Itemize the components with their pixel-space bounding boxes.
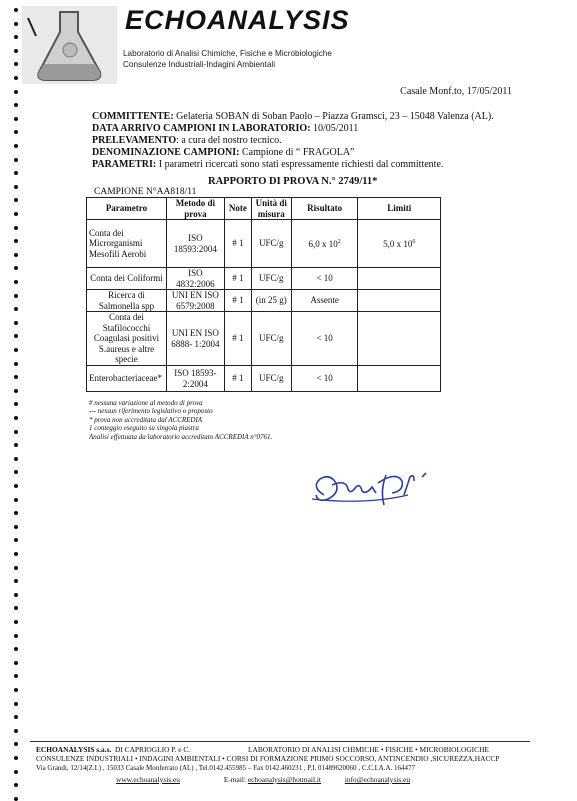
- table-row: [87, 268, 441, 290]
- cell-note-text: # 1: [232, 273, 244, 284]
- cell-unita: [251, 366, 291, 392]
- note-line: Analisi effettuata da laboratorio accreditato ACCREDIA n°0761.: [89, 432, 273, 441]
- table-header-row: [87, 198, 441, 220]
- col-header: Metodo di prova: [166, 198, 224, 220]
- place-date: Casale Monf.to, 17/05/2011: [400, 86, 512, 97]
- binding-hole: [14, 62, 18, 66]
- binding-hole: [14, 185, 18, 189]
- cell-note: [224, 220, 251, 268]
- note-line: 1 conteggio eseguito su singola piastra: [89, 424, 199, 433]
- footer-line-1: [36, 745, 489, 754]
- cell-unita: [251, 220, 291, 268]
- cell-metodo-text: UNI EN ISO 6888- 1:2004: [171, 328, 220, 349]
- binding-hole: [14, 756, 18, 760]
- binding-hole: [14, 144, 18, 148]
- binding-hole: [14, 402, 18, 406]
- cell-parametro-text: Conta dei Coliformi: [90, 273, 163, 284]
- cell-parametro: [87, 312, 167, 366]
- binding-hole: [14, 158, 18, 162]
- cell-metodo-text: ISO 4832:2006: [176, 268, 215, 289]
- cell-parametro-text: Conta dei Microrganismi Mesofili Aerobi: [89, 227, 147, 259]
- binding-hole: [14, 90, 18, 94]
- col-header: Unità di misura: [251, 198, 291, 220]
- parametri-value: I parametri ricercati sono stati espressamente richiesti dal committente.: [158, 159, 444, 170]
- footer-divider: [30, 741, 530, 742]
- cell-risultato-exponent: 2: [337, 239, 341, 246]
- binding-hole: [14, 362, 18, 366]
- binding-hole: [14, 76, 18, 80]
- cell-limiti: [358, 220, 441, 268]
- binding-hole: [14, 198, 18, 202]
- cell-metodo: [166, 268, 224, 290]
- binding-hole: [14, 661, 18, 665]
- cell-risultato: [291, 220, 358, 268]
- binding-hole: [14, 375, 18, 379]
- binding-hole: [14, 171, 18, 175]
- binding-hole: [14, 307, 18, 311]
- cell-note-text: # 1: [232, 373, 244, 384]
- cell-parametro: [87, 366, 167, 392]
- cell-metodo-text: UNI EN ISO 6579:2008: [171, 290, 219, 311]
- cell-limiti-exponent: 6: [412, 239, 416, 246]
- cell-note: [224, 268, 251, 290]
- binding-hole: [14, 226, 18, 230]
- cell-parametro-text: Enterobacteriaceae*: [89, 373, 162, 384]
- denominazione-line: [92, 147, 355, 159]
- notes-legend: [89, 399, 272, 441]
- binding-hole: [14, 688, 18, 692]
- footer-owner: DI CAPRIOGLIO P. e C.: [115, 745, 191, 754]
- note-line: # nessuna variazione al metodo di prova: [89, 399, 203, 407]
- binding-hole: [14, 538, 18, 542]
- binding-hole: [14, 22, 18, 26]
- binding-hole: [14, 783, 18, 787]
- arrivo-value: 10/05/2011: [313, 123, 359, 134]
- cell-note-text: # 1: [232, 333, 244, 344]
- email-link-2[interactable]: info@echoanalysis.eu: [344, 775, 411, 784]
- denominazione-value: Campione di “ FRAGOLA”: [242, 147, 355, 158]
- cell-parametro: [87, 290, 167, 312]
- col-header: Limiti: [358, 198, 441, 220]
- binding-hole: [14, 593, 18, 597]
- cell-unita: [251, 312, 291, 366]
- table-row: [87, 366, 441, 392]
- binding-hole: [14, 511, 18, 515]
- binding-hole: [14, 498, 18, 502]
- cell-metodo: [166, 312, 224, 366]
- footer-line-2: CONSULENZE INDUSTRIALI • INDAGINI AMBIENTALI • CORSI DI FORMAZIONE PRIMO SOCCORSO, ANTINCENDIO ,SICUREZZA,HACCP: [36, 754, 500, 763]
- cell-metodo: [166, 290, 224, 312]
- binding-holes: [14, 0, 20, 800]
- binding-hole: [14, 457, 18, 461]
- cell-risultato: [291, 366, 358, 392]
- cell-parametro: [87, 268, 167, 290]
- cell-unita-text: UFC/g: [259, 333, 284, 344]
- cell-parametro-text: Conta dei Stafilococchi Coagulasi positivi S.aureus e altre specie: [93, 312, 160, 365]
- cell-risultato: [291, 268, 358, 290]
- binding-hole: [14, 280, 18, 284]
- cell-unita-text: UFC/g: [259, 273, 284, 284]
- binding-hole: [14, 729, 18, 733]
- signature-icon: [306, 465, 446, 515]
- binding-hole: [14, 742, 18, 746]
- binding-hole: [14, 266, 18, 270]
- binding-hole: [14, 253, 18, 257]
- prelievo-label: PRELEVAMENTO: [92, 135, 177, 146]
- cell-limiti: [358, 290, 441, 312]
- binding-hole: [14, 470, 18, 474]
- cell-note-text: # 1: [232, 295, 244, 306]
- binding-hole: [14, 552, 18, 556]
- cell-metodo-text: ISO 18593- 2:2004: [174, 368, 217, 389]
- cell-limiti: [358, 268, 441, 290]
- email-link-1[interactable]: echoanalysis@hotmail.it: [247, 775, 321, 784]
- cell-risultato-text: < 10: [316, 273, 333, 284]
- cell-unita-text: UFC/g: [259, 373, 284, 384]
- cell-limiti: [358, 312, 441, 366]
- cell-risultato: [291, 290, 358, 312]
- binding-hole: [14, 117, 18, 121]
- denominazione-label: DENOMINAZIONE CAMPIONI:: [92, 147, 240, 158]
- binding-hole: [14, 130, 18, 134]
- cell-unita: [251, 268, 291, 290]
- table-row: [87, 290, 441, 312]
- footer-lab-desc: LABORATORIO DI ANALISI CHIMICHE • FISICHE • MICROBIOLOGICHE: [248, 745, 489, 754]
- cell-risultato-text: Assente: [310, 295, 339, 306]
- binding-hole: [14, 35, 18, 39]
- cell-unita-text: (in 25 g): [255, 295, 287, 306]
- cell-note: [224, 366, 251, 392]
- arrivo-label: DATA ARRIVO CAMPIONI IN LABORATORIO:: [92, 123, 311, 134]
- committente-line: [92, 111, 494, 123]
- cell-metodo: [166, 220, 224, 268]
- parametri-line: [92, 159, 443, 171]
- note-line: --- nessun riferimento legislativo o proposto: [89, 407, 213, 416]
- binding-hole: [14, 334, 18, 338]
- cell-note: [224, 290, 251, 312]
- cell-limiti: [358, 366, 441, 392]
- email-label: E-mail:: [223, 775, 246, 784]
- binding-hole: [14, 484, 18, 488]
- cell-note: [224, 312, 251, 366]
- results-table: [86, 197, 441, 392]
- cell-parametro-text: Ricerca di Salmonella spp: [98, 290, 155, 311]
- binding-hole: [14, 606, 18, 610]
- binding-hole: [14, 579, 18, 583]
- cell-unita: [251, 290, 291, 312]
- footer-line-3: Via Grandi, 12/14(Z.I.) , 15033 Casale Monferrato (AL) , Tel.0142.455985 – Fax 0142.460231 , P.I. 01489620060 , C.C.I.A.A. 164477: [36, 764, 416, 772]
- binding-hole: [14, 430, 18, 434]
- cell-risultato-text: < 10: [316, 373, 333, 384]
- binding-hole: [14, 715, 18, 719]
- cell-metodo: [166, 366, 224, 392]
- cell-unita-text: UFC/g: [259, 238, 284, 249]
- flask-logo-icon: [22, 6, 117, 84]
- col-header: Note: [224, 198, 251, 220]
- binding-hole: [14, 674, 18, 678]
- committente-label: COMMITTENTE:: [92, 111, 174, 122]
- cell-risultato-text: < 10: [316, 333, 333, 344]
- parametri-label: PARAMETRI:: [92, 159, 157, 170]
- binding-hole: [14, 389, 18, 393]
- col-header: Parametro: [87, 198, 167, 220]
- binding-hole: [14, 348, 18, 352]
- binding-hole: [14, 443, 18, 447]
- website-link[interactable]: www.echoanalysis.eu: [116, 775, 180, 784]
- binding-hole: [14, 647, 18, 651]
- binding-hole: [14, 294, 18, 298]
- campione-id: CAMPIONE N°AA818/11: [94, 187, 197, 197]
- cell-parametro: [87, 220, 167, 268]
- binding-hole: [14, 634, 18, 638]
- binding-hole: [14, 620, 18, 624]
- cell-metodo-text: ISO 18593:2004: [173, 233, 217, 254]
- binding-hole: [14, 525, 18, 529]
- table-row: [87, 220, 441, 268]
- binding-hole: [14, 321, 18, 325]
- tagline-2: Consulenze Industriali-Indagini Ambientali: [123, 60, 276, 69]
- binding-hole: [14, 770, 18, 774]
- table-row: [87, 312, 441, 366]
- footer-company: ECHOANALYSIS s.a.s.: [36, 745, 112, 754]
- cell-limiti-text: 5,0 x 10: [383, 239, 413, 250]
- cell-risultato: [291, 312, 358, 366]
- footer-line-4: [116, 775, 410, 784]
- report-title: RAPPORTO DI PROVA N.° 2749/11*: [208, 176, 378, 187]
- cell-risultato-text: 6,0 x 10: [308, 239, 338, 250]
- tagline-1: Laboratorio di Analisi Chimiche, Fisiche e Microbiologiche: [123, 49, 332, 58]
- note-line: * prova non accreditata dal ACCREDIA: [89, 415, 203, 424]
- binding-hole: [14, 103, 18, 107]
- binding-hole: [14, 416, 18, 420]
- binding-hole: [14, 566, 18, 570]
- binding-hole: [14, 702, 18, 706]
- binding-hole: [14, 797, 18, 801]
- binding-hole: [14, 239, 18, 243]
- binding-hole: [14, 212, 18, 216]
- binding-hole: [14, 49, 18, 53]
- cell-note-text: # 1: [232, 238, 244, 249]
- arrivo-line: [92, 123, 358, 135]
- committente-value: Gelateria SOBAN di Soban Paolo – Piazza Gramsci, 23 – 15048 Valenza (AL).: [176, 111, 494, 122]
- col-header: Risultato: [291, 198, 358, 220]
- logo-wordmark: ECHOANALYSIS: [125, 5, 350, 35]
- binding-hole: [14, 8, 18, 12]
- prelievo-line: [92, 135, 282, 147]
- prelievo-value: : a cura del nostro tecnico.: [176, 135, 282, 146]
